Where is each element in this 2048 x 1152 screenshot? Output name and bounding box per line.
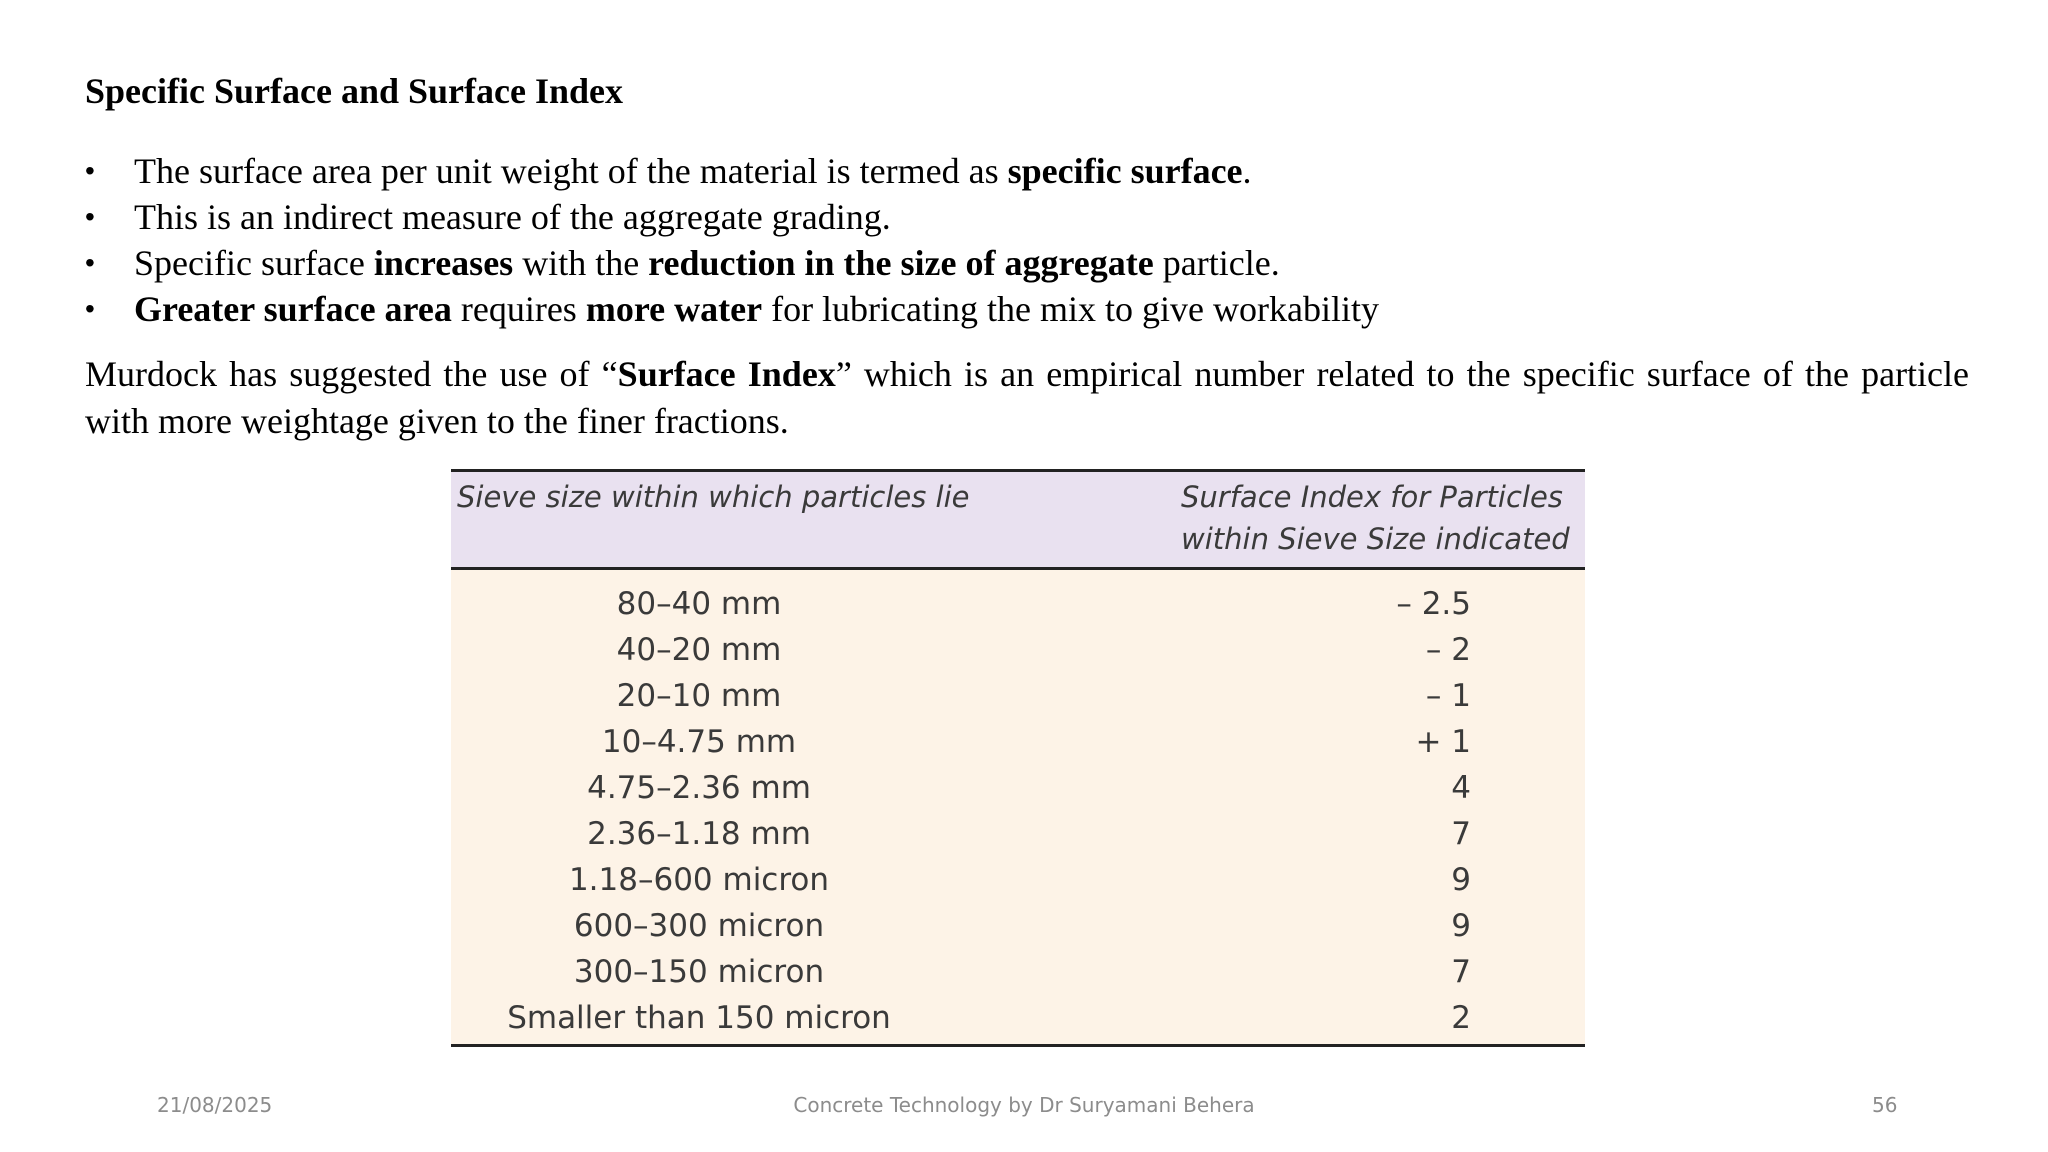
table-row: [451, 995, 1585, 1041]
surface-index-cell: 4: [1451, 770, 1471, 806]
sieve-size-cell: 2.36–1.18 mm: [587, 816, 811, 852]
bullet-dot-icon: •: [85, 155, 95, 186]
bullet-item: [85, 240, 1985, 286]
footer-date: 21/08/2025: [157, 1093, 273, 1117]
table-row: [451, 857, 1585, 903]
text-run: requires: [451, 289, 586, 329]
text-run: ” which is an empirical number related to the specific surface of the particle with more weightage given to the finer fractions.: [85, 354, 1970, 441]
sieve-size-cell: 20–10 mm: [616, 678, 782, 714]
bold-text: specific surface: [1007, 151, 1243, 191]
bullet-dot-icon: •: [85, 247, 95, 278]
page-number: 56: [1872, 1093, 1898, 1117]
surface-index-cell: 2: [1451, 1000, 1471, 1036]
text-run: .: [1242, 151, 1252, 191]
sieve-size-cell: 4.75–2.36 mm: [587, 770, 811, 806]
surface-index-cell: – 2: [1425, 632, 1471, 668]
sieve-size-cell: 40–20 mm: [616, 632, 782, 668]
bold-text: reduction in the size of aggregate: [648, 243, 1154, 283]
sieve-size-cell: 10–4.75 mm: [601, 724, 797, 760]
sieve-size-cell: 80–40 mm: [616, 586, 782, 622]
table-row: [451, 719, 1585, 765]
text-run: particle.: [1153, 243, 1280, 283]
table-row: [451, 765, 1585, 811]
table-row: [451, 949, 1585, 995]
table-row: [451, 673, 1585, 719]
sieve-size-cell: 1.18–600 micron: [568, 862, 830, 898]
surface-index-cell: 7: [1451, 954, 1471, 990]
table-row: [451, 627, 1585, 673]
sieve-size-cell: 300–150 micron: [573, 954, 825, 990]
surface-index-cell: – 1: [1425, 678, 1471, 714]
surface-index-cell: – 2.5: [1396, 586, 1471, 622]
bullet-dot-icon: •: [85, 293, 95, 324]
bold-text: more water: [585, 289, 763, 329]
bold-text: Greater surface area: [134, 289, 452, 329]
bold-text: increases: [373, 243, 514, 283]
text-run: The surface area per unit weight of the material is termed as: [134, 151, 1008, 191]
table-row: [451, 811, 1585, 857]
sieve-size-cell: Smaller than 150 micron: [507, 1000, 891, 1036]
text-run: for lubricating the mix to give workability: [762, 289, 1379, 329]
bullet-item: [85, 194, 1985, 240]
bullet-dot-icon: •: [85, 201, 95, 232]
table-row: [451, 903, 1585, 949]
table-row: [451, 581, 1585, 627]
table-header: [451, 472, 1585, 570]
bullet-item: [85, 286, 1985, 332]
surface-index-cell: 7: [1451, 816, 1471, 852]
text-run: with the: [513, 243, 649, 283]
sieve-size-cell: 600–300 micron: [573, 908, 825, 944]
header-sieve-size: Sieve size within which particles lie: [457, 480, 970, 514]
surface-index-cell: 9: [1451, 862, 1471, 898]
surface-index-cell: 9: [1451, 908, 1471, 944]
table-body: [451, 581, 1585, 1041]
footer-title: Concrete Technology by Dr Suryamani Behera: [793, 1093, 1255, 1117]
slide-title: Specific Surface and Surface Index: [85, 71, 623, 111]
text-run: Murdock has suggested the use of “: [85, 354, 618, 394]
bullet-list: [85, 148, 1985, 332]
surface-index-table: [451, 469, 1585, 1047]
bold-text: Surface Index: [617, 354, 836, 394]
text-run: This is an indirect measure of the aggregate grading.: [134, 197, 891, 237]
text-run: Specific surface: [134, 243, 374, 283]
surface-index-paragraph: [85, 351, 1969, 445]
surface-index-cell: + 1: [1415, 724, 1471, 760]
header-surface-index: Surface Index for Particles within Sieve Size indicated: [1181, 480, 1570, 556]
bullet-item: [85, 148, 1985, 194]
